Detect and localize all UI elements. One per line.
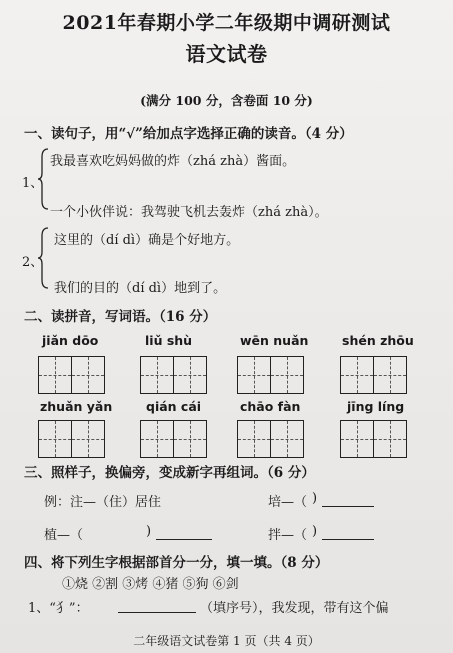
close-paren: )	[312, 524, 318, 539]
writing-grid[interactable]	[140, 420, 207, 458]
section1-heading: 一、读句子，用“√”给加点字选择正确的读音。（4 分）	[24, 126, 353, 142]
pinyin-label: jīng líng	[347, 399, 405, 414]
writing-grid[interactable]	[237, 420, 304, 458]
section3-heading: 三、照样子，换偏旁，变成新字再组词。（6 分）	[24, 465, 315, 481]
character-options: ①烧 ②割 ③烤 ④猪 ⑤狗 ⑥剑	[62, 577, 239, 592]
writing-grid[interactable]	[237, 356, 304, 394]
question4-1-suffix: （填序号），我发现，带有这个偏	[200, 601, 389, 616]
writing-grid[interactable]	[340, 420, 407, 458]
exam-subtitle: 语文试卷	[185, 42, 268, 66]
writing-grid[interactable]	[140, 356, 207, 394]
exercise-prompt: 植—（	[44, 528, 84, 543]
writing-grid[interactable]	[38, 356, 105, 394]
question4-1-prefix: 1、“犭”：	[28, 601, 89, 616]
pinyin-label: shén zhōu	[342, 333, 414, 348]
score-note: (满分 100 分，含卷面 10 分)	[140, 93, 313, 108]
question2-sentence-a: 这里的（dí dì）确是个好地方。	[54, 233, 240, 248]
question2-number: 2、	[22, 255, 44, 270]
exercise-prompt: 培—（	[268, 495, 308, 510]
close-paren: )	[312, 491, 318, 506]
pinyin-label: chāo fàn	[240, 399, 301, 414]
pinyin-label: jiǎn dōo	[42, 333, 99, 348]
close-paren: )	[146, 524, 152, 539]
question2-sentence-b: 我们的目的（dí dì）地到了。	[54, 281, 227, 296]
answer-blank[interactable]	[322, 493, 374, 507]
writing-grid[interactable]	[38, 420, 105, 458]
page-footer: 二年级语文试卷第 1 页（共 4 页）	[133, 634, 320, 648]
answer-blank[interactable]	[118, 599, 196, 613]
question1-sentence-b: 一个小伙伴说：我驾驶飞机去轰炸（zhá zhà）。	[50, 205, 328, 220]
pinyin-label: liǔ shù	[145, 333, 193, 348]
answer-blank[interactable]	[156, 526, 212, 540]
section2-heading: 二、读拼音，写词语。（16 分）	[24, 309, 217, 325]
exam-title: 2021年春期小学二年级期中调研测试	[62, 12, 391, 34]
question1-number: 1、	[22, 176, 44, 191]
question1-sentence-a: 我最喜欢吃妈妈做的炸（zhá zhà）酱面。	[50, 154, 296, 169]
pinyin-label: zhuǎn yǎn	[40, 399, 113, 414]
answer-blank[interactable]	[322, 526, 374, 540]
section4-heading: 四、将下列生字根据部首分一分，填一填。（8 分）	[24, 555, 329, 571]
exercise-prompt: 拌—（	[268, 528, 308, 543]
writing-grid[interactable]	[340, 356, 407, 394]
example-text: 例：注—（住）居住	[44, 495, 162, 510]
pinyin-label: qián cái	[146, 399, 202, 414]
pinyin-label: wēn nuǎn	[240, 333, 309, 348]
